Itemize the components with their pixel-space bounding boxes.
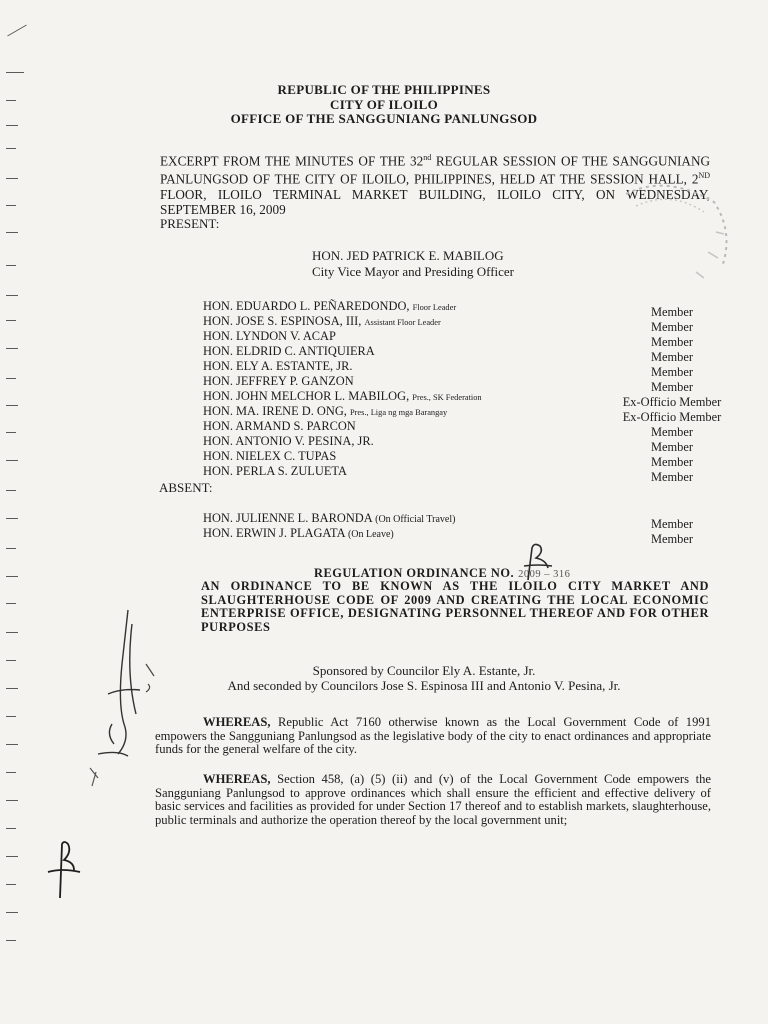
member-row [203, 299, 743, 319]
absent-note: (On Leave) [347, 529, 394, 540]
member-row [203, 464, 743, 484]
pen-mark [86, 764, 106, 790]
margin-signature [88, 604, 158, 764]
member-role: Member [651, 320, 693, 334]
member-name: HON. JOSE S. ESPINOSA, III, [203, 314, 362, 328]
header-republic: REPUBLIC OF THE PHILIPPINES [277, 82, 491, 97]
sponsor-line: Sponsored by Councilor Ely A. Estante, Jr. [312, 663, 536, 678]
initial-mark-ordinance [518, 540, 558, 584]
member-name: HON. JOHN MELCHOR L. MABILOG, [203, 389, 410, 403]
presiding-officer-name: HON. JED PATRICK E. MABILOG [312, 248, 504, 263]
whereas-lead: WHEREAS, [203, 772, 271, 786]
member-name: HON. PERLA S. ZULUETA [203, 464, 347, 478]
member-name: HON. ELY A. ESTANTE, JR. [203, 359, 353, 373]
member-name: HON. EDUARDO L. PEÑAREDONDO, [203, 299, 410, 313]
absent-name: HON. JULIENNE L. BARONDA [203, 511, 372, 525]
member-name: HON. JEFFREY P. GANZON [203, 374, 354, 388]
member-role: Member [651, 305, 693, 319]
absent-note: (On Official Travel) [375, 514, 456, 525]
member-row [203, 374, 743, 394]
absent-label: ABSENT: [159, 480, 213, 495]
whereas-paragraph-1 [155, 716, 711, 757]
absent-row [203, 511, 743, 531]
member-row [203, 434, 743, 454]
member-role: Member [651, 470, 693, 484]
member-role: Member [651, 335, 693, 349]
whereas-paragraph-2 [155, 773, 711, 827]
member-role: Ex-Officio Member [622, 410, 722, 424]
whereas-text: Republic Act 7160 otherwise known as the Local Government Code of 1991 empowers the Sangguniang Panlungsod as the legislative body of the city to enact ordinances and appropriate funds for the general welfare of the city. [155, 715, 711, 757]
member-row [203, 404, 743, 424]
member-name: HON. ANTONIO V. PESINA, JR. [203, 434, 374, 448]
excerpt-text-1: EXCERPT FROM THE MINUTES OF THE 32 [160, 153, 424, 169]
ordinance-title: AN ORDINANCE TO BE KNOWN AS THE ILOILO CITY MARKET AND SLAUGHTERHOUSE CODE OF 2009 AND CREATING THE LOCAL ECONOMIC ENTERPRISE OFFICE, DESIGNATING PERSONNEL THEREOF AND FOR OTHER PURPOSES [201, 579, 709, 634]
presiding-officer [312, 248, 514, 280]
absent-row [203, 526, 743, 546]
ordinance-label: REGULATION ORDINANCE NO. [314, 566, 515, 580]
member-note: Assistant Floor Leader [364, 318, 441, 327]
member-role: Member [651, 380, 693, 394]
member-note: Floor Leader [412, 303, 457, 312]
member-row [203, 359, 743, 379]
member-note: Pres., SK Federation [412, 393, 482, 402]
header-city: CITY OF ILOILO [330, 97, 438, 112]
member-row [203, 419, 743, 439]
members-absent-list [203, 511, 743, 546]
binding-edge-marks [4, 20, 30, 1000]
excerpt-sup-2: ND [698, 171, 710, 181]
member-name: HON. ELDRID C. ANTIQUIERA [203, 344, 375, 358]
absent-role: Member [651, 532, 693, 546]
member-role: Member [651, 455, 693, 469]
seconded-line: And seconded by Councilors Jose S. Espinosa III and Antonio V. Pesina, Jr. [227, 678, 621, 693]
member-row [203, 314, 743, 334]
member-row [203, 344, 743, 364]
header-office: OFFICE OF THE SANGGUNIANG PANLUNGSOD [230, 111, 538, 126]
member-role: Member [651, 350, 693, 364]
whereas-lead: WHEREAS, [203, 715, 271, 729]
present-label: PRESENT: [160, 216, 220, 231]
member-name: HON. NIELEX C. TUPAS [203, 449, 337, 463]
member-name: HON. LYNDON V. ACAP [203, 329, 336, 343]
member-row [203, 449, 743, 469]
member-role: Member [651, 425, 693, 439]
whereas-text: Section 458, (a) (5) (ii) and (v) of the Local Government Code empowers the Sangguniang Panlungsod to approve ordinances which shall ensure the efficient and effective delivery of basic services and facilities as provided for under Section 17 thereof and to establish markets, slaughterhouse, public terminals and authorize the operation thereof by the local government unit; [155, 772, 711, 827]
member-role: Ex-Officio Member [622, 395, 722, 409]
absent-role: Member [651, 517, 693, 531]
member-row [203, 329, 743, 349]
member-name: HON. MA. IRENE D. ONG, [203, 404, 347, 418]
absent-name: HON. ERWIN J. PLAGATA [203, 526, 345, 540]
members-present-list [203, 299, 743, 484]
excerpt-sup-1: nd [423, 153, 432, 162]
initial-mark-bottom [44, 838, 84, 902]
excerpt-text-3: FLOOR, ILOILO TERMINAL MARKET BUILDING, ILOILO CITY, ON WEDNESDAY, SEPTEMBER 16, 2009 [160, 186, 710, 217]
excerpt-text-2: REGULAR SESSION OF THE SANGGUNIANG PANLUNGSOD OF THE CITY OF ILOILO, PHILIPPINES, HELD AT THE SESSION HALL, 2 [160, 153, 710, 187]
member-name: HON. ARMAND S. PARCON [203, 419, 356, 433]
presiding-officer-title: City Vice Mayor and Presiding Officer [312, 264, 515, 279]
member-role: Member [651, 440, 693, 454]
member-role: Member [651, 365, 693, 379]
member-note: Pres., Liga ng mga Barangay [349, 408, 448, 417]
member-row [203, 389, 743, 409]
ordinance-number: 2009 – 316 [518, 569, 571, 580]
received-stamp [596, 172, 736, 292]
